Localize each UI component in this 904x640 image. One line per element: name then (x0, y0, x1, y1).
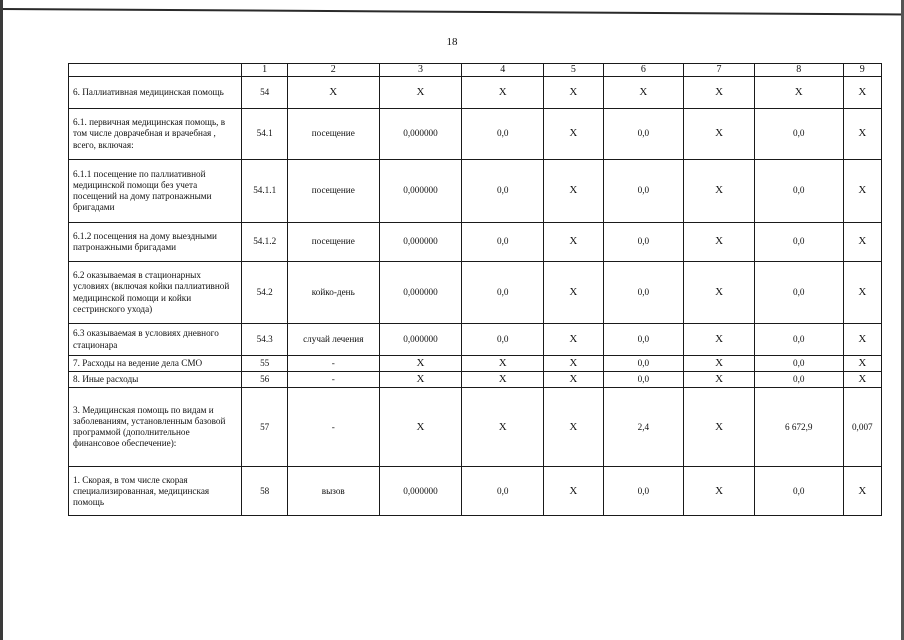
row-code: 54.3 (242, 324, 287, 356)
cell-col-6: 2,4 (603, 388, 684, 467)
cell-col-4: 0,0 (462, 467, 544, 516)
row-code: 54.1.2 (242, 223, 287, 262)
scan-edge-top (0, 0, 904, 16)
cell-col-7: X (684, 109, 755, 160)
header-cell: 3 (379, 64, 462, 77)
cell-col-6: 0,0 (603, 262, 684, 324)
header-cell: 8 (754, 64, 843, 77)
row-code: 54 (242, 77, 287, 109)
cell-col-7: X (684, 388, 755, 467)
row-label: 6.1.2 посещения на дому выездными патронажными бригадами (69, 223, 242, 262)
cell-col-9: X (843, 160, 881, 223)
cell-col-8: 0,0 (754, 160, 843, 223)
cell-col-5: X (544, 262, 604, 324)
row-code: 54.1.1 (242, 160, 287, 223)
cell-col-5: X (544, 388, 604, 467)
table-row (69, 262, 882, 324)
header-cell: 6 (603, 64, 684, 77)
row-unit: вызов (287, 467, 379, 516)
cell-col-5: X (544, 356, 604, 372)
cell-col-4: X (462, 388, 544, 467)
row-label: 7. Расходы на ведение дела СМО (69, 356, 242, 372)
cell-col-3: 0,000000 (379, 109, 462, 160)
table-header-row (69, 64, 882, 77)
cell-col-3: 0,000000 (379, 262, 462, 324)
cell-col-8: 0,0 (754, 467, 843, 516)
row-unit: посещение (287, 160, 379, 223)
table-row (69, 388, 882, 467)
row-label: 6.1.1 посещение по паллиативной медицинской помощи без учета посещений на дому патронажными бригадами (69, 160, 242, 223)
cell-col-7: X (684, 372, 755, 388)
cell-col-6: X (603, 77, 684, 109)
cell-col-3: 0,000000 (379, 223, 462, 262)
table-row (69, 77, 882, 109)
table-row (69, 223, 882, 262)
cell-col-4: 0,0 (462, 262, 544, 324)
cell-col-5: X (544, 160, 604, 223)
cell-col-4: X (462, 77, 544, 109)
cell-col-7: X (684, 223, 755, 262)
cell-col-7: X (684, 356, 755, 372)
cell-col-3: 0,000000 (379, 160, 462, 223)
row-label: 8. Иные расходы (69, 372, 242, 388)
cell-col-3: 0,000000 (379, 324, 462, 356)
header-cell: 1 (242, 64, 287, 77)
row-unit: посещение (287, 109, 379, 160)
row-code: 55 (242, 356, 287, 372)
cell-col-8: 0,0 (754, 372, 843, 388)
row-label: 1. Скорая, в том числе скорая специализированная, медицинская помощь (69, 467, 242, 516)
cell-col-5: X (544, 372, 604, 388)
cell-col-6: 0,0 (603, 223, 684, 262)
cell-col-5: X (544, 109, 604, 160)
table-row (69, 160, 882, 223)
cell-col-8: X (754, 77, 843, 109)
row-unit: случай лечения (287, 324, 379, 356)
header-cell (69, 64, 242, 77)
scan-edge-left (0, 0, 3, 640)
row-label: 3. Медицинская помощь по видам и заболеваниям, установленным базовой программой (дополнительное финансовое обеспечение): (69, 388, 242, 467)
row-code: 57 (242, 388, 287, 467)
cell-col-9: X (843, 356, 881, 372)
cell-col-7: X (684, 324, 755, 356)
header-cell: 7 (684, 64, 755, 77)
cell-col-8: 0,0 (754, 109, 843, 160)
cell-col-4: 0,0 (462, 109, 544, 160)
cell-col-5: X (544, 223, 604, 262)
cell-col-6: 0,0 (603, 467, 684, 516)
cell-col-4: 0,0 (462, 160, 544, 223)
cell-col-8: 0,0 (754, 324, 843, 356)
header-cell: 2 (287, 64, 379, 77)
row-label: 6.1. первичная медицинская помощь, в том числе доврачебная и врачебная , всего, включая: (69, 109, 242, 160)
table-row (69, 324, 882, 356)
cell-col-9: X (843, 223, 881, 262)
cell-col-9: X (843, 372, 881, 388)
cell-col-9: 0,007 (843, 388, 881, 467)
cell-col-3: X (379, 388, 462, 467)
cell-col-7: X (684, 467, 755, 516)
cell-col-8: 0,0 (754, 223, 843, 262)
cell-col-9: X (843, 77, 881, 109)
cell-col-4: X (462, 372, 544, 388)
row-unit: койко-день (287, 262, 379, 324)
cell-col-6: 0,0 (603, 160, 684, 223)
cell-col-6: 0,0 (603, 109, 684, 160)
row-unit: посещение (287, 223, 379, 262)
cell-col-6: 0,0 (603, 372, 684, 388)
row-code: 56 (242, 372, 287, 388)
row-label: 6.3 оказываемая в условиях дневного стационара (69, 324, 242, 356)
header-cell: 4 (462, 64, 544, 77)
cell-col-8: 6 672,9 (754, 388, 843, 467)
cell-col-9: X (843, 109, 881, 160)
row-label: 6.2 оказываемая в стационарных условиях (включая койки паллиативной медицинской помощи и койки сестринского ухода) (69, 262, 242, 324)
row-unit: - (287, 356, 379, 372)
table-row (69, 467, 882, 516)
cell-col-3: 0,000000 (379, 467, 462, 516)
row-code: 58 (242, 467, 287, 516)
row-unit: - (287, 388, 379, 467)
cell-col-3: X (379, 77, 462, 109)
row-unit: X (287, 77, 379, 109)
cell-col-9: X (843, 262, 881, 324)
cell-col-7: X (684, 77, 755, 109)
row-unit: - (287, 372, 379, 388)
financing-table (68, 63, 882, 516)
row-label: 6. Паллиативная медицинская помощь (69, 77, 242, 109)
cell-col-9: X (843, 324, 881, 356)
cell-col-7: X (684, 262, 755, 324)
header-cell: 9 (843, 64, 881, 77)
cell-col-3: X (379, 356, 462, 372)
cell-col-4: X (462, 356, 544, 372)
cell-col-8: 0,0 (754, 262, 843, 324)
cell-col-6: 0,0 (603, 356, 684, 372)
cell-col-9: X (843, 467, 881, 516)
row-code: 54.1 (242, 109, 287, 160)
cell-col-3: X (379, 372, 462, 388)
cell-col-4: 0,0 (462, 324, 544, 356)
cell-col-4: 0,0 (462, 223, 544, 262)
table-row (69, 372, 882, 388)
cell-col-8: 0,0 (754, 356, 843, 372)
cell-col-5: X (544, 77, 604, 109)
cell-col-6: 0,0 (603, 324, 684, 356)
header-cell: 5 (544, 64, 604, 77)
cell-col-7: X (684, 160, 755, 223)
table-row (69, 356, 882, 372)
table-row (69, 109, 882, 160)
page-number: 18 (446, 36, 458, 48)
cell-col-5: X (544, 324, 604, 356)
row-code: 54.2 (242, 262, 287, 324)
cell-col-5: X (544, 467, 604, 516)
